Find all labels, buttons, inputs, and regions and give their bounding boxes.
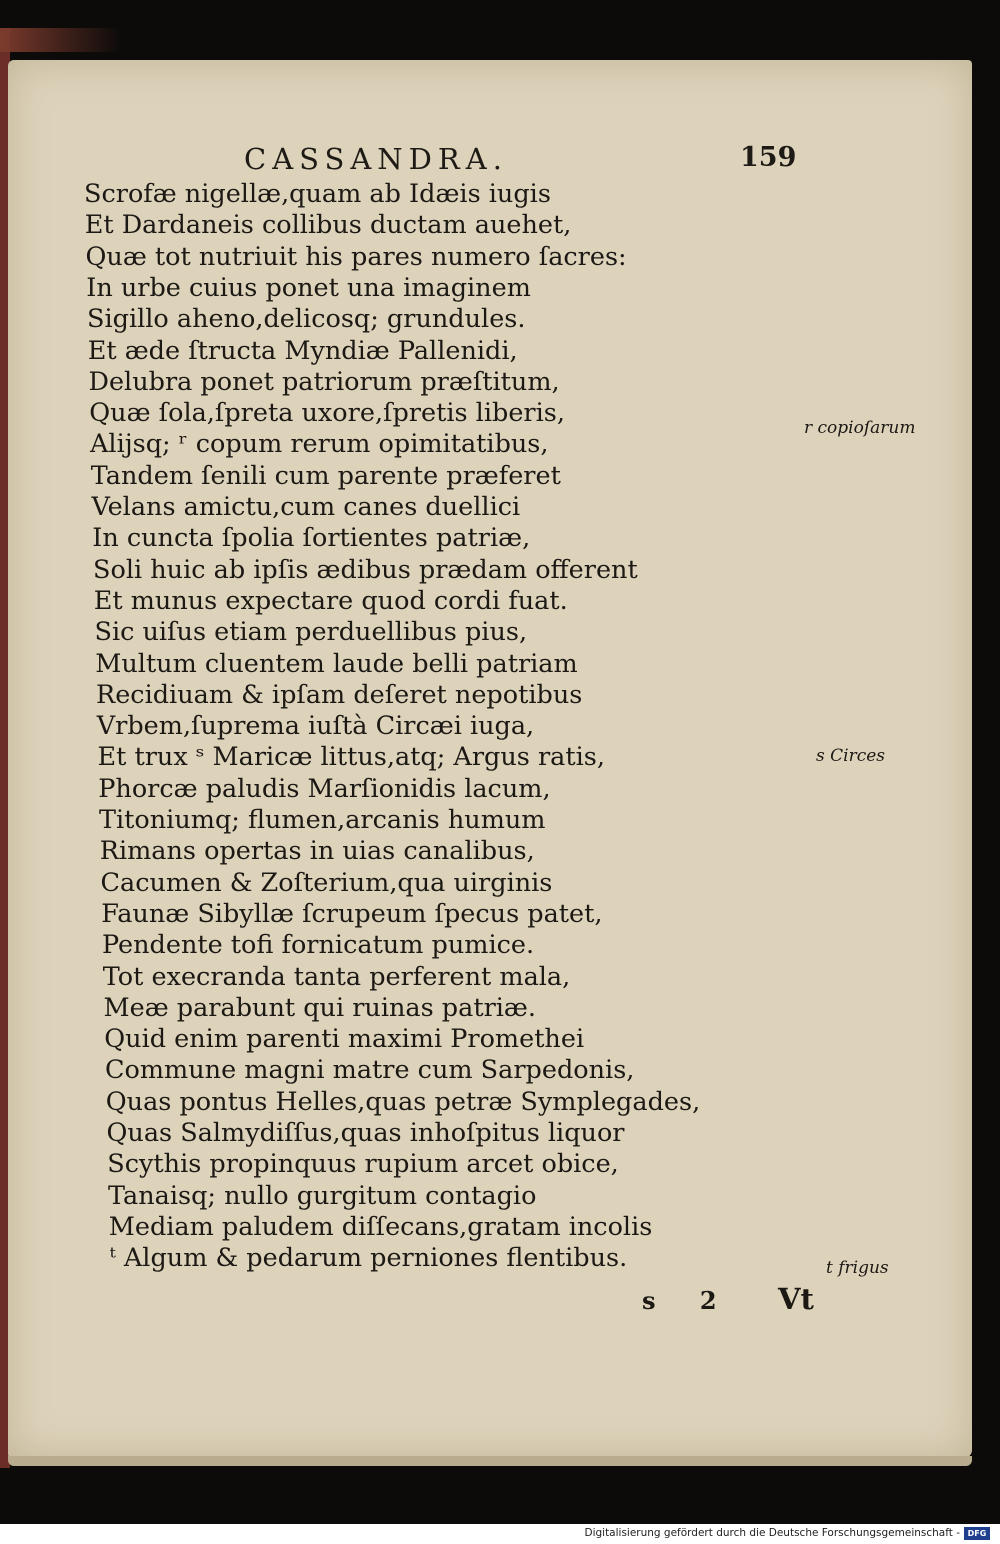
verse-line: Et Dardaneis collibus ductam auehet, [84,210,572,241]
verse-line: Phorcæ paludis Marſionidis lacum, [98,773,551,804]
verse-line: Delubra ponet patriorum præſtitum, [88,366,560,397]
margin-gloss: r copioſarum [804,418,916,438]
verse-line: Meæ parabunt qui ruinas patriæ. [103,992,537,1023]
verse-line: Velans amictu,cum canes duellici [91,492,521,522]
verse-line: Pendente tofi fornicatum pumice. [102,930,535,961]
verse-line: Rimans opertas in uias canalibus, [99,836,535,867]
verse-line: Sigillo aheno,delicosq; grundules. [87,304,526,335]
verse-line: Alijsq; ʳ copum rerum opimitatibus, [90,429,549,460]
verse-line: Commune magni matre cum Sarpedonis, [105,1055,635,1086]
verse-line: Et æde ſtructa Myndiæ Pallenidi, [87,335,518,366]
verse-line: Tanaisq; nullo gurgitum contagio [108,1180,537,1211]
verse-line: Recidiuam & ipſam deſeret nepotibus [96,679,583,710]
verse-line: Quid enim parenti maximi Promethei [104,1024,585,1055]
verse-line: Faunæ Sibyllæ ſcrupeum ſpecus patet, [101,898,603,929]
verse-line: Cacumen & Zoſterium,qua uirginis [100,867,553,898]
funding-credit: Digitalisierung gefördert durch die Deutsche Forschungsgemeinschaft - [584,1527,960,1539]
verse-line: Quas Salmydiſſus,quas inhoſpitus liquor [106,1118,625,1148]
verse-line: ᵗ Algum & pedarum perniones flentibus. [109,1243,628,1274]
signature-mark: s 2 [642,1286,735,1315]
margin-gloss: t frigus [826,1258,889,1278]
verse-line: Scythis propinquus rupium arcet obice, [107,1149,619,1180]
verse-line: Sic uiſus etiam perduellibus pius, [94,617,528,648]
verse-line: Scrofæ nigellæ,quam ab Idæis iugis [84,179,551,209]
dfg-logo: DFG [964,1527,990,1540]
running-head: CASSANDRA. [244,142,508,176]
page-number: 159 [740,142,797,173]
verse-line: Mediam paludem diſſecans,gratam incolis [108,1211,653,1242]
page-edge [8,1456,972,1466]
verse-line: Tot execranda tanta perferent mala, [102,961,571,992]
verse-line: Multum cluentem laude belli patriam [95,648,578,679]
verse-line: Et munus expectare quod cordi fuat. [93,585,568,616]
catchword: Vt [778,1282,814,1316]
verse-line: Quæ ſola,ſpreta uxore,ſpretis liberis, [89,398,565,429]
verse-line: Quæ tot nutriuit his pares numero ſacres: [85,241,627,272]
verse-line: Tandem ſenili cum parente præferet [90,460,561,491]
margin-gloss: s Circes [816,746,886,766]
verse-line: Soli huic ab ipſis ædibus prædam offerent [93,554,638,585]
verse-line: In urbe cuius ponet una imaginem [86,272,531,303]
verse-line: Quas pontus Helles,quas petræ Symplegades, [105,1086,701,1117]
verse-line: In cuncta ſpolia ſortientes patriæ, [92,523,531,554]
corner-stain [0,28,120,52]
verse-line: Titoniumq; flumen,arcanis humum [99,805,546,835]
verse-line: Et trux ˢ Maricæ littus,atq; Argus ratis, [97,742,605,773]
verse-line: Vrbem,ſuprema iuſtà Circæi iuga, [96,711,535,742]
